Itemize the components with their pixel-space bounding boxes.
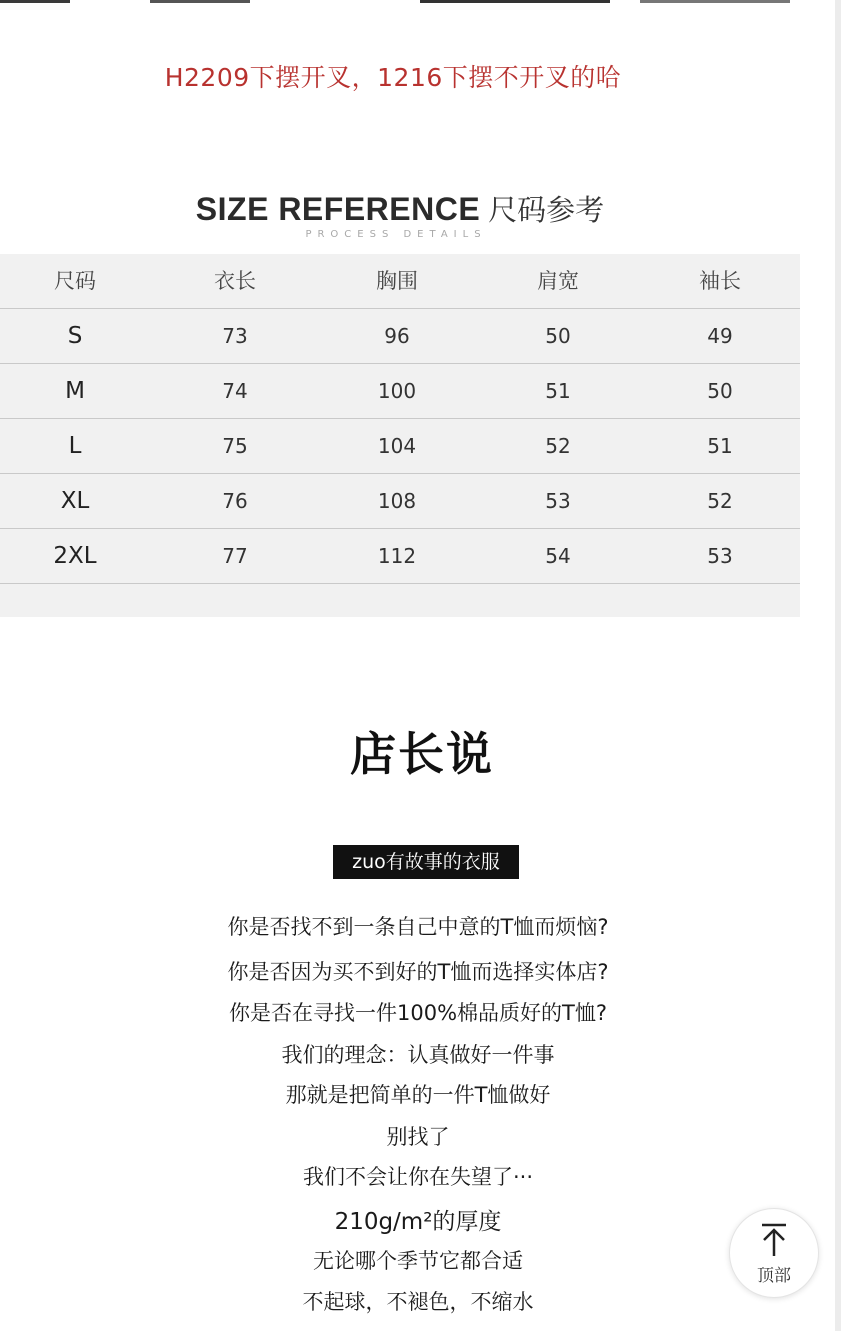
back-to-top-button[interactable] [729,1208,819,1298]
arrow-up-to-top-icon [760,1223,788,1257]
copy-line: 你是否在寻找一件100%棉品质好的T恤? [228,1001,607,1025]
length-cell: 76 [222,489,248,513]
header-length: 衣长 [214,269,256,293]
copy-line: 我们不会让你在失望了··· [302,1165,534,1189]
table-row [0,309,800,364]
size-reference-subtitle: PROCESS DETAILS [305,229,487,240]
size-table-header [0,254,800,309]
size-reference-title-zh: 尺码参考 [488,193,605,227]
header-shoulder: 肩宽 [537,269,579,293]
chest-cell: 100 [377,379,417,403]
copy-line: 我们的理念：认真做好一件事 [281,1043,555,1067]
shoulder-cell: 54 [545,544,571,568]
copy-line: 无论哪个季节它都合适 [313,1249,523,1273]
length-cell: 77 [222,544,248,568]
copy-line: 别找了 [386,1125,450,1149]
copy-line: 210g/m²的厚度 [334,1209,502,1235]
table-row [0,474,800,529]
shoulder-cell: 51 [545,379,571,403]
header-sleeve: 袖长 [699,269,741,293]
sleeve-cell: 52 [707,489,733,513]
size-cell: 2XL [53,543,97,569]
size-cell: S [67,323,83,349]
length-cell: 73 [222,324,248,348]
chest-cell: 108 [377,489,417,513]
shoulder-cell: 52 [545,434,571,458]
size-reference-heading [0,188,800,229]
size-table [0,254,800,617]
length-cell: 74 [222,379,248,403]
copy-line: 你是否找不到一条自己中意的T恤而烦恼? [227,915,609,939]
brand-slogan-badge: zuo有故事的衣服 [333,845,519,879]
slit-notice: H2209下摆开叉，1216下摆不开叉的哈 [164,63,622,92]
shoulder-cell: 53 [545,489,571,513]
size-cell: XL [60,488,90,514]
sleeve-cell: 51 [707,434,733,458]
copy-line: 你是否因为买不到好的T恤而选择实体店? [227,960,609,984]
sleeve-cell: 50 [707,379,733,403]
table-row [0,529,800,584]
sleeve-cell: 49 [707,324,733,348]
shoulder-cell: 50 [545,324,571,348]
copy-line: 那就是把简单的一件T恤做好 [285,1083,551,1107]
size-cell: M [65,378,85,404]
top-image-edge [0,0,841,4]
size-cell: L [68,433,82,459]
header-chest: 胸围 [376,269,418,293]
header-size: 尺码 [54,269,96,293]
chest-cell: 112 [377,544,417,568]
size-reference-title-en: SIZE REFERENCE [195,191,481,227]
owner-says-title: 店长说 [350,727,494,781]
table-row [0,364,800,419]
chest-cell: 104 [377,434,417,458]
chest-cell: 96 [384,324,410,348]
copy-line: 不起球，不褪色，不缩水 [302,1290,534,1314]
length-cell: 75 [222,434,248,458]
back-to-top-label: 顶部 [757,1266,791,1286]
table-row [0,419,800,474]
sleeve-cell: 53 [707,544,733,568]
